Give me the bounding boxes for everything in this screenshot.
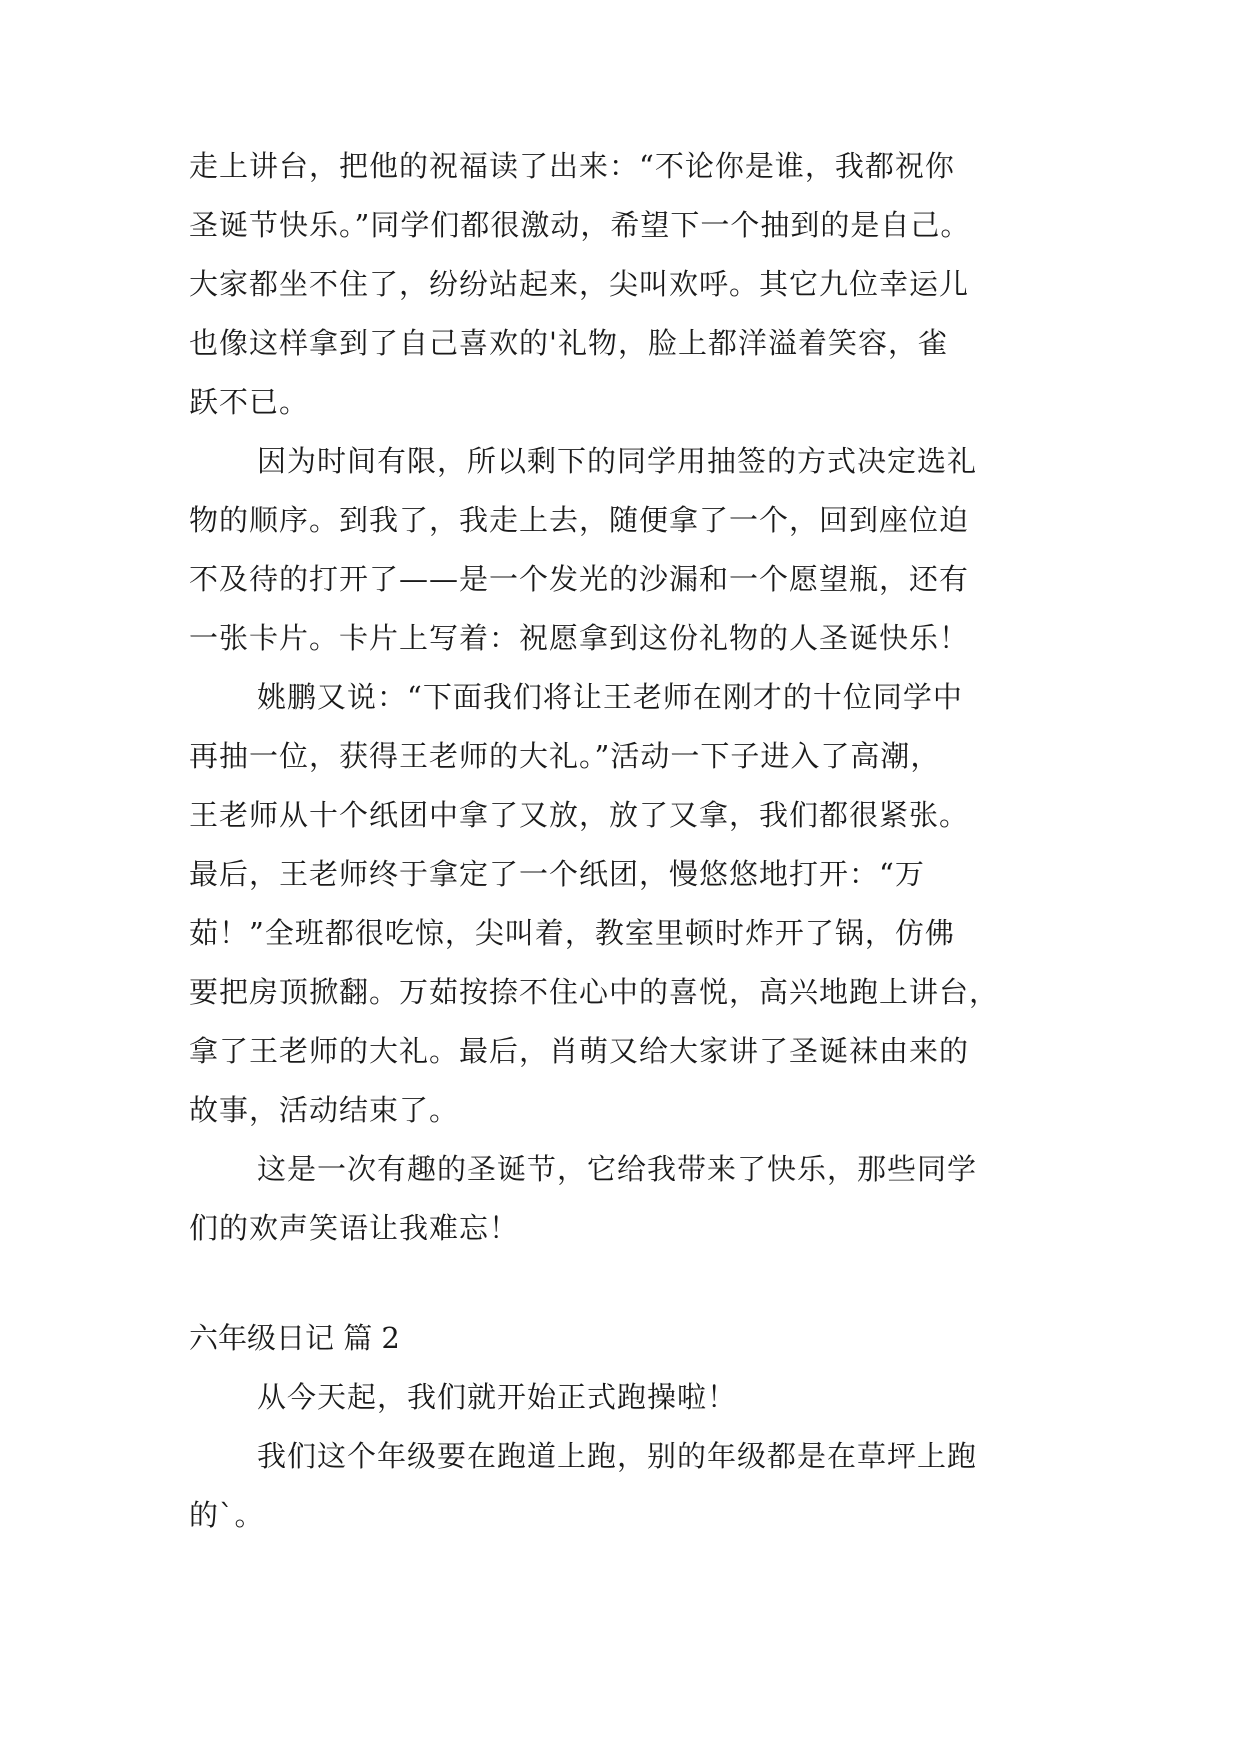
text-line: 的`。	[189, 1498, 265, 1532]
paragraph-first-line: 因为时间有限，所以剩下的同学用抽签的方式决定选礼	[257, 444, 978, 478]
text-line: 要把房顶掀翻。万茹按捺不住心中的喜悦，高兴地跑上讲台，	[189, 975, 1000, 1009]
paragraph-first-line: 姚鹏又说：“下面我们将让王老师在刚才的十位同学中	[257, 680, 963, 714]
section-heading: 六年级日记 篇 2	[189, 1321, 400, 1355]
text-line: 圣诞节快乐。”同学们都很激动，希望下一个抽到的是自己。	[189, 208, 971, 242]
paragraph-first-line: 我们这个年级要在跑道上跑，别的年级都是在草坪上跑	[257, 1439, 978, 1473]
text-line: 走上讲台，把他的祝福读了出来：“不论你是谁，我都祝你	[189, 149, 955, 183]
paragraph-first-line: 这是一次有趣的圣诞节，它给我带来了快乐，那些同学	[257, 1152, 978, 1186]
text-line: 王老师从十个纸团中拿了又放，放了又拿，我们都很紧张。	[189, 798, 970, 832]
text-line: 最后，王老师终于拿定了一个纸团，慢悠悠地打开：“万	[189, 857, 925, 891]
text-line: 跃不已。	[189, 385, 310, 419]
text-line: 也像这样拿到了自己喜欢的'礼物，脸上都洋溢着笑容，雀	[189, 326, 948, 360]
text-line: 拿了王老师的大礼。最后，肖萌又给大家讲了圣诞袜由来的	[189, 1034, 970, 1068]
text-line: 茹！”全班都很吃惊，尖叫着，教室里顿时炸开了锅，仿佛	[189, 916, 955, 950]
paragraph-first-line: 从今天起，我们就开始正式跑操啦！	[257, 1380, 738, 1414]
text-line: 们的欢声笑语让我难忘！	[189, 1211, 520, 1245]
text-line: 一张卡片。卡片上写着：祝愿拿到这份礼物的人圣诞快乐！	[189, 621, 970, 655]
text-line: 物的顺序。到我了，我走上去，随便拿了一个，回到座位迫	[189, 503, 970, 537]
text-line: 不及待的打开了——是一个发光的沙漏和一个愿望瓶，还有	[189, 562, 970, 596]
text-line: 再抽一位，获得王老师的大礼。”活动一下子进入了高潮，	[189, 739, 941, 773]
text-line: 大家都坐不住了，纷纷站起来，尖叫欢呼。其它九位幸运儿	[189, 267, 970, 301]
text-line: 故事，活动结束了。	[189, 1093, 460, 1127]
